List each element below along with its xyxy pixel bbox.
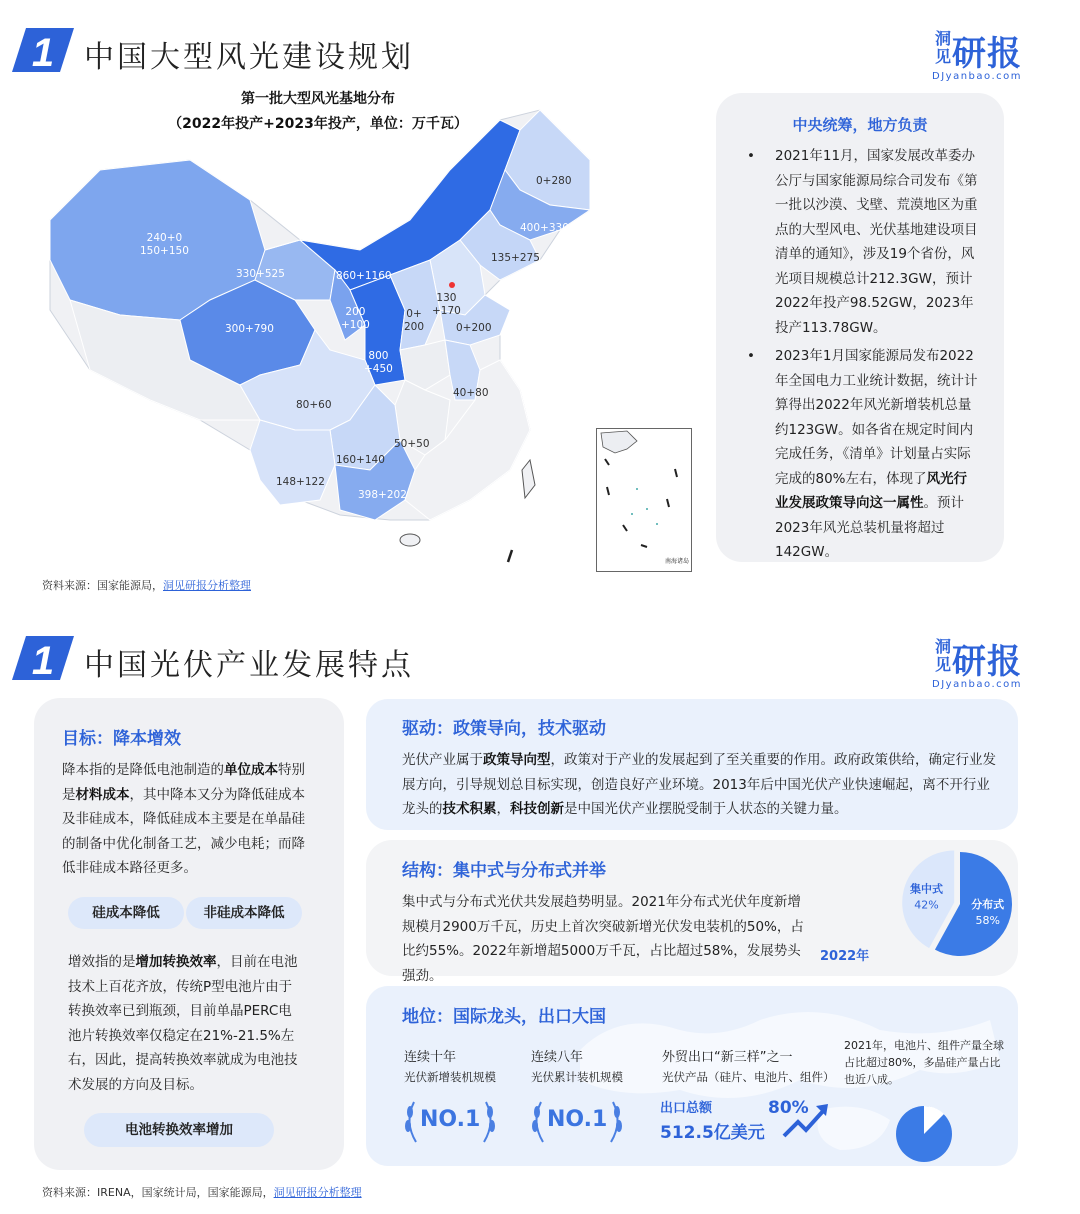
logo-domain: DJyanbao.com [932,71,1022,82]
export-label: 出口总额 [660,1101,713,1116]
logo-brand: 研报 [952,34,1022,74]
map-taiwan [522,460,535,498]
source-1 [42,577,251,593]
section1-badge [12,28,74,72]
map-label-gansu: 330+525 [236,268,285,280]
position-note: 2021年，电池片、组件产量全球占比超过80%，多晶硅产量占比也近八成。 [844,1039,1004,1086]
map-label-inner-mongolia: 860+1160 [336,270,392,282]
badge-number: 1 [31,31,55,72]
stat1-badge: NO.1 [420,1107,481,1132]
stat1-sub: 光伏新增装机规模 [404,1070,496,1084]
drive-title: 驱动：政策导向，技术驱动 [402,719,606,739]
logo-char: 洞见 [934,637,952,674]
growth-value: 80% [768,1098,809,1118]
map-label-shandong: 0+200 [456,322,492,334]
structure-para: 集中式与分布式光伏共发展趋势明显。2021年分布式光伏年度新增规模月2900万千瓦，历史上首次突破新增光伏发电装机的50%，占比约55%。2022年新增超5000万千瓦，占比超过58%，发展势头强劲。 [402,894,804,984]
map-label-anhui: 40+80 [453,387,489,399]
stat3-sub: 光伏产品（硅片、电池片、组件） [662,1070,835,1084]
map-label-heilongjiang: 0+280 [536,175,572,187]
goal-para-2: 增效指的是增加转换效率，目前在电池技术上百花齐放，传统P型电池片由于转换效率已到瓶颈，目前单晶PERC电池片转换效率仅稳定在21%-21.5%左右，因此，提高转换效率就成为电池技术发展的方向及目标。 [68,954,298,1093]
bullet-dot: • [747,348,755,364]
stat2-sub: 光伏累计装机规模 [531,1070,623,1084]
map-label-shaanxi: 800 +450 [364,350,393,375]
pie-label-category: 集中式 [909,882,943,896]
policy-bullet-1: • 2021年11月，国家发展改革委办公厅与国家能源局综合司发布《第一批以沙漠、戈壁、荒漠地区为重点的大型风电、光伏基地建设项目清单的通知》，涉及19个省份，风光项目规模总计212.3GW，预计2022年投产98.52GW，2023年投产113.78GW。 [775,144,980,340]
logo-brand: 研报 [952,642,1022,682]
map-label-ningxia: 200 +100 [341,306,370,331]
drive-para: 光伏产业属于政策导向型，政策对于产业的发展起到了至关重要的作用。政府政策供给，确定行业发展方向，引导规划总目标实现，创造良好产业环境。2013年后中国光伏产业快速崛起，离不开行业龙头的技术积累，科技创新是中国光伏产业摆脱受制于人状态的关键力量。 [402,752,996,817]
goal-para-1: 降本指的是降低电池制造的单位成本特别是材料成本，其中降本又分为降低硅成本及非硅成本，降低硅成本主要是在单晶硅的制备中优化制备工艺，减少电耗；而降低非硅成本路径更多。 [62,762,305,876]
stat1-top: 连续十年 [404,1050,457,1065]
map-label-hunan: 50+50 [394,438,430,450]
map-yunnan [250,420,335,505]
source-2 [42,1184,362,1200]
logo [910,26,1022,82]
inset-map [597,429,691,571]
share-pie-icon [892,1102,956,1166]
pie-label-value: 42% [914,898,939,912]
map-label-guangxi: 398+202 [358,489,407,501]
map-label-jilin: 400+330 [520,222,569,234]
stat2-badge: NO.1 [547,1107,608,1132]
section2-title: 中国光伏产业发展特点 [84,648,414,683]
badge-number: 1 [31,639,55,680]
map-label-guizhou: 160+140 [336,454,385,466]
structure-pie-chart [860,848,1020,968]
policy-card-title: 中央统筹，地方负责 [792,116,928,134]
map-label-xinjiang: 240+0 150+150 [140,232,189,257]
structure-title: 结构：集中式与分布式并举 [402,861,606,881]
source-1-text: 资料来源：国家能源局， [42,579,163,592]
logo-domain: DJyanbao.com [932,679,1022,690]
policy-bullet-2: • 2023年1月国家能源局发布2022年全国电力工业统计数据，统计计算得出2022年风光新增装机总量约123GW。如各省在规定时间内完成任务，《清单》计划量占实际完成的80%左右，体现了风光行业发展政策导向这一属性。预计2023年风光总装机量将超过142GW。 [775,344,980,565]
logo-char: 洞见 [934,29,952,66]
map-hainan [400,534,420,546]
goal-title: 目标：降本增效 [62,729,181,749]
stat2-top: 连续八年 [531,1050,584,1065]
map-label-sichuan: 80+60 [296,399,332,411]
growth-arrow-icon [780,1100,830,1140]
section2-badge [12,636,74,680]
pill-efficiency: 电池转换效率增加 [84,1113,274,1147]
source-2-text: 资料来源：IRENA，国家统计局，国家能源局， [42,1186,274,1199]
logo [910,634,1022,690]
map-subtitle: （2022年投产+2023年投产，单位：万千瓦） [168,116,468,132]
pie-label-value: 58% [975,914,1000,928]
map-label-yunnan: 148+122 [276,476,325,488]
pie-label-category: 分布式 [971,898,1005,912]
beijing-marker [449,282,455,288]
position-title: 地位：国际龙头，出口大国 [402,1007,606,1027]
pie-year-label: 2022年 [820,949,870,964]
map-title: 第一批大型风光基地分布 [241,91,395,107]
south-sea-inset [596,428,692,572]
source-2-link[interactable]: 洞见研报分析整理 [273,1186,362,1199]
badge-number-shape [12,28,74,72]
pill-non-si-cost: 非硅成本降低 [186,897,302,929]
export-value: 512.5亿美元 [660,1123,765,1143]
stat3-top: 外贸出口“新三样”之一 [662,1050,793,1065]
map-label-qinghai: 300+790 [225,323,274,335]
inset-label: 南海诸岛 [664,558,689,565]
badge-number-shape [12,636,74,680]
section1-title: 中国大型风光建设规划 [84,40,414,75]
source-1-link[interactable]: 洞见研报分析整理 [163,579,251,592]
pill-si-cost: 硅成本降低 [68,897,184,929]
map-label-hebei: 130 +170 [432,292,461,317]
map-label-liaoning: 135+275 [491,252,540,264]
map-label-shanxi: 0+ 200 [404,308,425,333]
bullet-dot: • [747,148,755,164]
